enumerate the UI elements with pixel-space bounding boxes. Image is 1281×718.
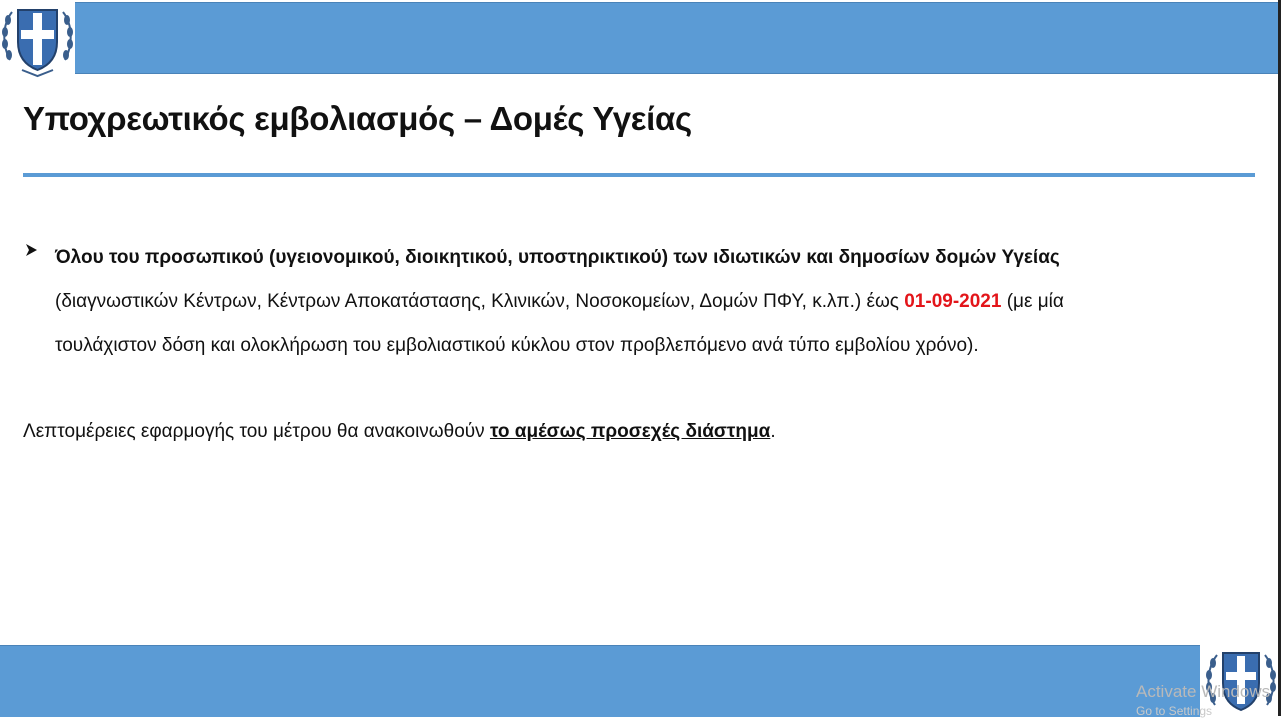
title-divider bbox=[23, 173, 1255, 177]
bullet-text bbox=[55, 236, 1263, 368]
arrow-bullet-icon bbox=[23, 242, 39, 258]
footer-band bbox=[0, 645, 1200, 717]
bullet-facilities-text: (διαγνωστικών Κέντρων, Κέντρων Αποκατάστασης, Κλινικών, Νοσοκομείων, Δομών ΠΦΥ, κ.λπ.) έως bbox=[55, 291, 905, 312]
bullet-facilities-tail: (με μία bbox=[1001, 291, 1064, 312]
activate-windows-settings-hint: Go to Settings bbox=[1136, 704, 1213, 718]
bullet-line-dose: τουλάχιστον δόση και ολοκλήρωση του εμβολιαστικού κύκλου στον προβλεπόμενο ανά τύπο εμβολίου χρόνο). bbox=[55, 335, 979, 356]
note-period: . bbox=[770, 421, 776, 442]
slide-title: Υποχρεωτικός εμβολιασμός – Δομές Υγείας bbox=[23, 100, 692, 137]
greek-coat-of-arms-icon bbox=[0, 0, 75, 78]
bullet-line-facilities bbox=[55, 280, 1263, 324]
greek-coat-of-arms-icon bbox=[1201, 645, 1281, 716]
requirement-bullet bbox=[23, 236, 1263, 368]
bullet-line-staff: Όλου του προσωπικού (υγειονομικού, διοικητικού, υποστηρικτικού) των ιδιωτικών και δημοσίων δομών Υγείας bbox=[55, 247, 1060, 268]
activate-windows-watermark: Activate Windows bbox=[1136, 682, 1271, 701]
note-text: Λεπτομέρειες εφαρμογής του μέτρου θα ανακοινωθούν bbox=[23, 421, 490, 442]
header-band bbox=[75, 2, 1278, 74]
implementation-note bbox=[23, 410, 776, 454]
note-emphasis: το αμέσως προσεχές διάστημα bbox=[489, 421, 771, 442]
deadline-date: 01-09-2021 bbox=[904, 291, 1002, 312]
